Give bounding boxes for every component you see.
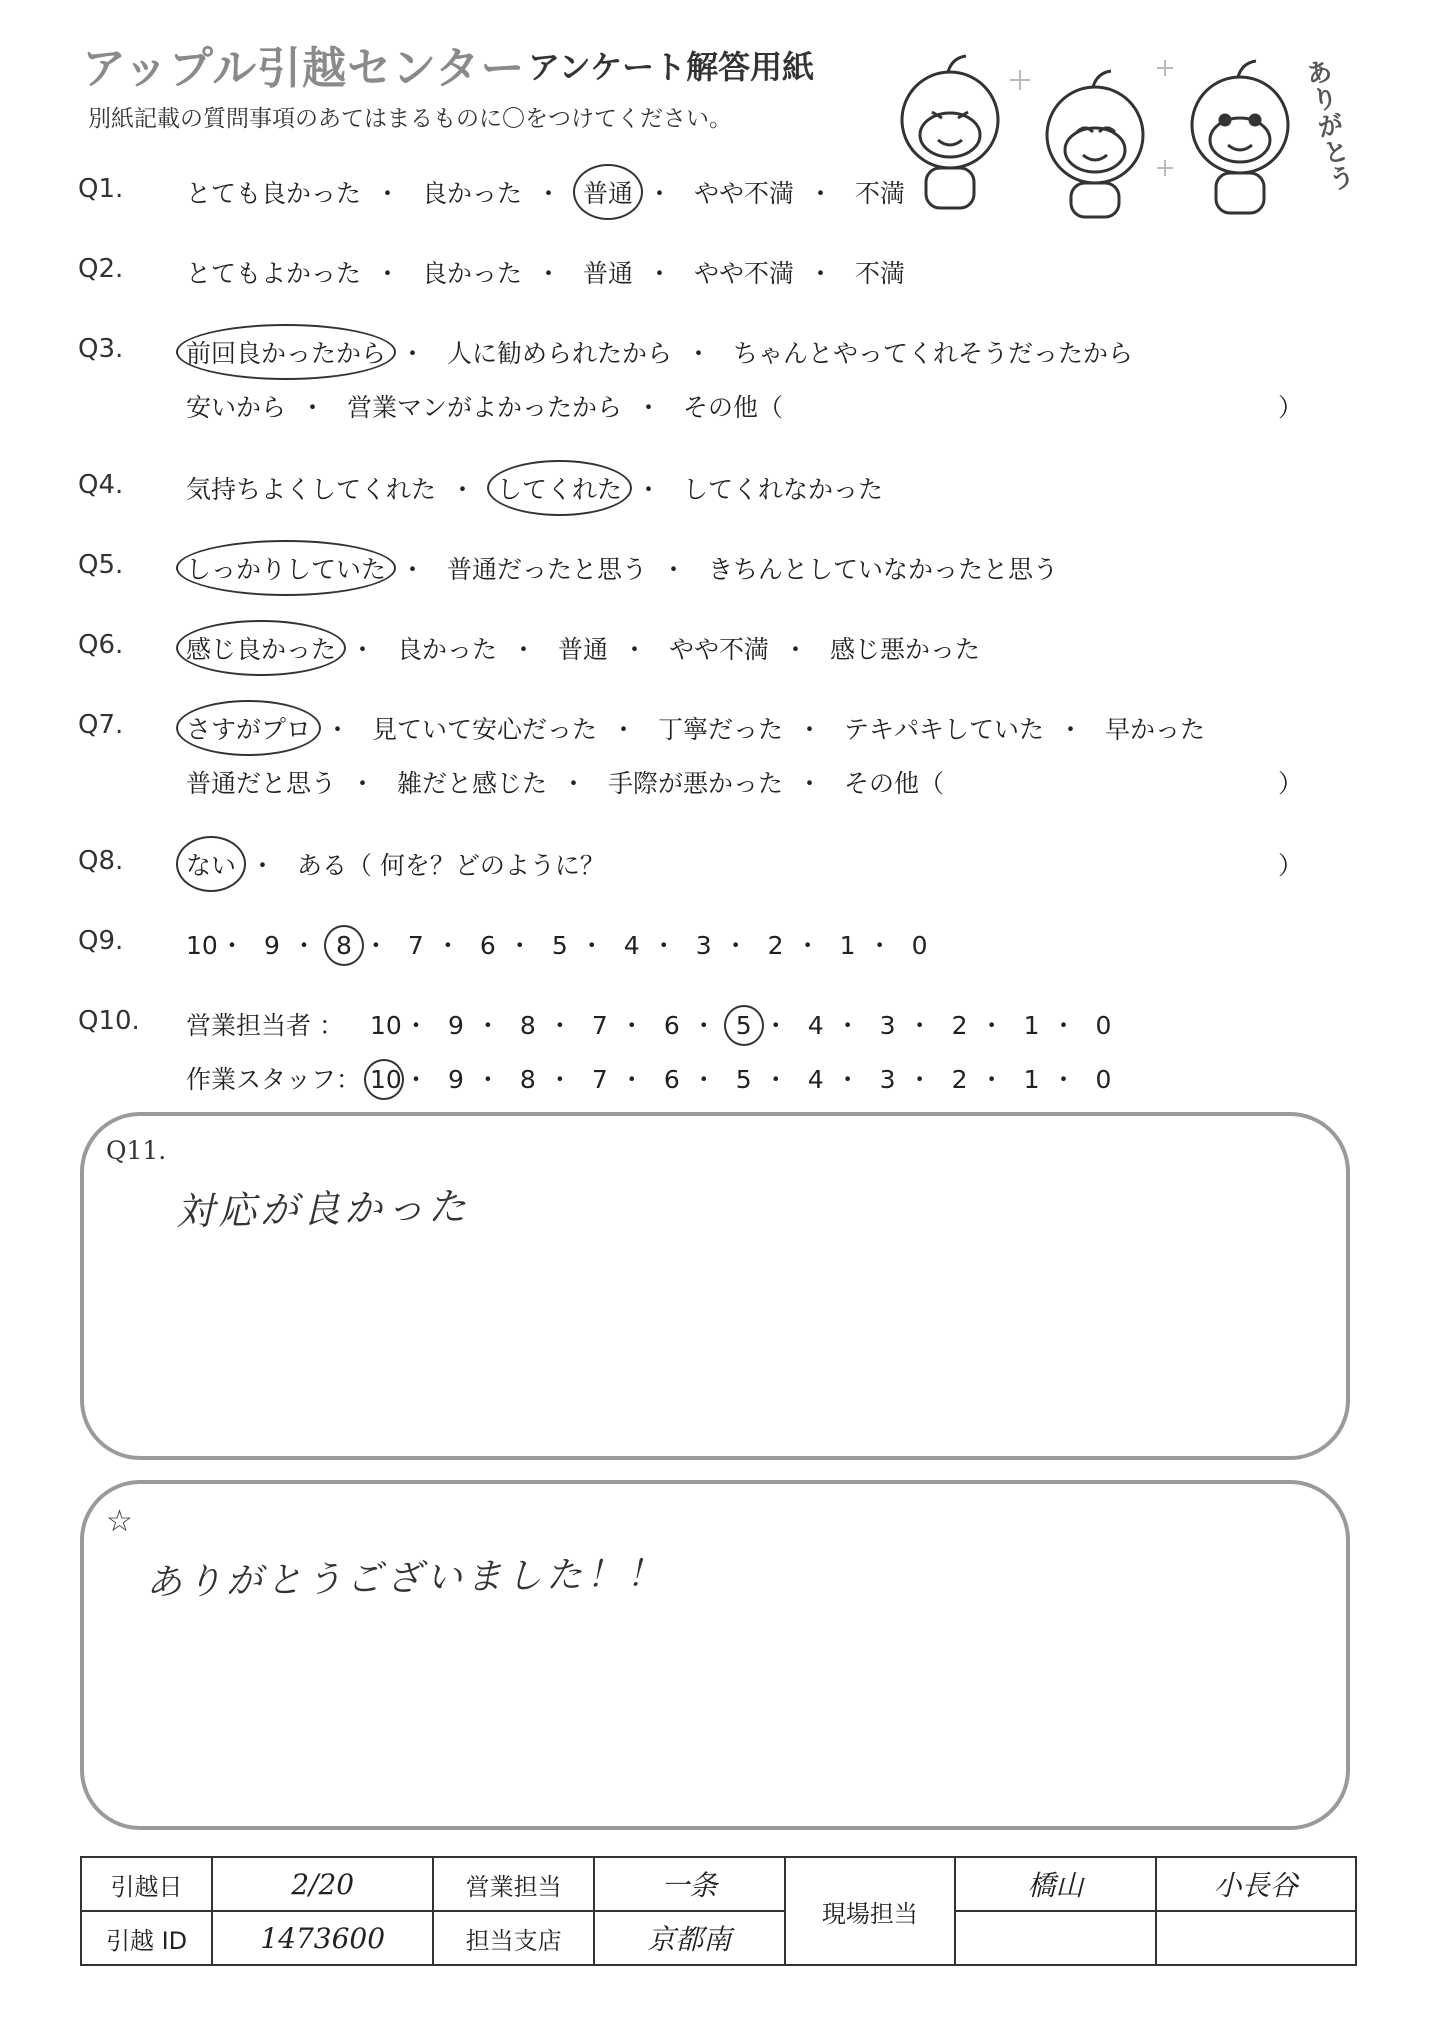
move-id-value[interactable]: 1473600 [212,1911,433,1965]
q9-score[interactable]: 6 [479,931,496,960]
q7-option[interactable]: 丁寧だった [657,715,783,744]
q9-score[interactable]: 2 [767,931,784,960]
q10-staff-score[interactable]: 3 [879,1065,896,1094]
q8-label: Q8. [78,846,124,876]
q10-sales-score-selected[interactable]: 5 [730,1011,758,1040]
q4-label: Q4. [78,470,124,500]
q10-staff-score[interactable]: 9 [447,1065,464,1094]
q5-label: Q5. [78,550,124,580]
q10-sales-score[interactable]: 9 [447,1011,464,1040]
q7-options-line1: さすがプロ ・ 見ていて安心だった ・ 丁寧だった ・ テキパキしていた ・ 早かった [186,710,1205,746]
q10-label: Q10. [78,1006,140,1036]
q10-sales-score[interactable]: 6 [663,1011,680,1040]
q7-paren-close: ） [1278,769,1304,798]
q6-label: Q6. [78,630,124,660]
q11-label: Q11. [106,1136,167,1165]
q9-score[interactable]: 0 [911,931,928,960]
q3-options-line1: 前回良かったから ・ 人に勧められたから ・ ちゃんとやってくれそうだったから [186,334,1133,370]
move-date-label: 引越日 [81,1857,212,1911]
q2-option[interactable]: 良かった [421,259,522,288]
q7-option[interactable]: テキパキしていた [843,715,1044,744]
q5-options: しっかりしていた ・ 普通だったと思う ・ きちんとしていなかったと思う [186,550,1058,586]
q1-option[interactable]: とても良かった [186,179,362,208]
q2-option[interactable]: 不満 [854,259,905,288]
sales-label: 営業担当 [433,1857,594,1911]
site-staff-empty-cell[interactable] [955,1911,1155,1965]
company-title: アップル引越センター [82,43,526,94]
q6-option[interactable]: 良かった [396,635,497,664]
form-title: アンケート解答用紙 [528,48,815,86]
q3-option-other[interactable]: その他（ [682,393,783,422]
move-info-table [80,1856,1357,1966]
q6-option[interactable]: 普通 [557,635,608,664]
q9-score-selected[interactable]: 8 [330,931,358,960]
q3-option[interactable]: 人に勧められたから [446,339,672,368]
site-staff-1[interactable]: 橋山 [955,1857,1155,1911]
comment-handwritten-answer: ありがとうございました！！ [145,1553,667,1604]
q7-option[interactable]: 手際が悪かった [607,769,783,798]
q10-sales-score[interactable]: 2 [951,1011,968,1040]
q3-label: Q3. [78,334,124,364]
q6-option-selected[interactable]: 感じ良かった [186,630,336,666]
q8-options: ない ・ ある（ 何を？どのように？ [186,846,605,882]
q7-option-selected[interactable]: さすがプロ [186,710,311,746]
q8-option[interactable]: ある（ 何を？どのように？ [296,851,605,880]
q8-option-selected[interactable]: ない [186,846,236,882]
q11-answer-box[interactable] [80,1112,1350,1460]
q2-option[interactable]: とてもよかった [186,259,362,288]
q10-sales-score[interactable]: 4 [807,1011,824,1040]
q4-option[interactable]: 気持ちよくしてくれた [186,475,437,504]
q10-staff-scale: 作業スタッフ： 10・ 9 ・ 8 ・ 7 ・ 6 ・ 5 ・ 4 ・ 3 ・ 2 ・ 1 ・ 0 [186,1060,1117,1096]
q2-options: とてもよかった ・ 良かった ・ 普通 ・ やや不満 ・ 不満 [186,259,905,288]
q7-option[interactable]: 雑だと感じた [396,769,547,798]
site-staff-label: 現場担当 [785,1857,956,1965]
q9-score[interactable]: 1 [839,931,856,960]
q7-option[interactable]: 普通だと思う [186,769,337,798]
q9-scale: 10・ 9 ・ 8 ・ 7 ・ 6 ・ 5 ・ 4 ・ 3 ・ 2 ・ 1 ・ 0 [186,926,934,962]
q3-paren-close: ） [1278,393,1304,422]
star-icon: ☆ [106,1504,133,1539]
q10-staff-score[interactable]: 4 [807,1065,824,1094]
sales-value[interactable]: 一条 [594,1857,784,1911]
q1-option-selected[interactable]: 普通 [583,174,633,210]
q9-score[interactable]: 4 [623,931,640,960]
q10-staff-score[interactable]: 2 [951,1065,968,1094]
q10-staff-score-selected[interactable]: 10 [369,1065,402,1094]
q10-staff-label: 作業スタッフ： [186,1065,362,1094]
q10-staff-score[interactable]: 5 [735,1065,752,1094]
q3-option-selected[interactable]: 前回良かったから [186,334,386,370]
q7-option[interactable]: 早かった [1104,715,1205,744]
q8-paren-close: ） [1278,851,1304,880]
q11-handwritten-answer: 対応が良かった [175,1184,471,1234]
q9-label: Q9. [78,926,124,956]
q9-score[interactable]: 3 [695,931,712,960]
q4-option[interactable]: してくれなかった [682,475,883,504]
q7-label: Q7. [78,710,124,740]
q5-option[interactable]: きちんとしていなかったと思う [707,555,1058,584]
q10-sales-label: 営業担当者 ： [186,1011,344,1040]
q10-staff-score[interactable]: 8 [519,1065,536,1094]
q9-score[interactable]: 5 [551,931,568,960]
q10-staff-score[interactable]: 1 [1023,1065,1040,1094]
q5-option[interactable]: 普通だったと思う [446,555,647,584]
q4-options: 気持ちよくしてくれた ・ してくれた ・ してくれなかった [186,470,883,506]
q6-option[interactable]: 感じ悪かった [829,635,980,664]
mascot-caption: ありがとう [1299,56,1357,195]
q10-sales-score[interactable]: 8 [519,1011,536,1040]
q2-option[interactable]: やや不満 [693,259,794,288]
q4-option-selected[interactable]: してくれた [497,470,622,506]
q3-option[interactable]: 安いから [186,393,287,422]
mascot-illustration [880,40,1350,220]
q7-option[interactable]: 見ていて安心だった [371,715,597,744]
q5-option-selected[interactable]: しっかりしていた [186,550,386,586]
q9-score[interactable]: 10 [186,931,218,960]
q2-option[interactable]: 普通 [582,259,633,288]
q10-sales-score[interactable]: 1 [1023,1011,1040,1040]
instructions: 別紙記載の質問事項のあてはまるものに〇をつけてください。 [88,106,732,132]
q1-option[interactable]: 良かった [421,179,522,208]
branch-value[interactable]: 京都南 [594,1911,784,1965]
q7-option-other[interactable]: その他（ [843,769,944,798]
q3-option[interactable]: ちゃんとやってくれそうだったから [732,339,1133,368]
q3-option[interactable]: 営業マンがよかったから [346,393,622,422]
mascot-2-icon [1047,71,1143,217]
q1-option[interactable]: やや不満 [693,179,794,208]
move-date-value[interactable]: 2/20 [212,1857,433,1911]
q1-options: とても良かった ・ 良かった ・ 普通 ・ やや不満 ・ 不満 [186,174,905,210]
table-row [81,1911,1356,1965]
q10-sales-score[interactable]: 3 [879,1011,896,1040]
q2-label: Q2. [78,254,124,284]
q9-score[interactable]: 7 [407,931,424,960]
site-staff-2[interactable]: 小長谷 [1156,1857,1356,1911]
q6-options: 感じ良かった ・ 良かった ・ 普通 ・ やや不満 ・ 感じ悪かった [186,630,980,666]
site-staff-empty-cell[interactable] [1156,1911,1356,1965]
q10-sales-scale: 営業担当者 ： 10・ 9 ・ 8 ・ 7 ・ 6 ・ 5 ・ 4 ・ 3 ・ 2 ・ 1 ・ 0 [186,1006,1117,1042]
q10-sales-score[interactable]: 10 [369,1011,402,1040]
table-row [81,1857,1356,1911]
q1-option[interactable]: 不満 [854,179,905,208]
q10-staff-score[interactable]: 7 [591,1065,608,1094]
q10-sales-score[interactable]: 0 [1095,1011,1112,1040]
q3-options-line2: 安いから ・ 営業マンがよかったから ・ その他（ [186,393,783,422]
q10-sales-score[interactable]: 7 [591,1011,608,1040]
branch-label: 担当支店 [433,1911,594,1965]
q10-staff-score[interactable]: 6 [663,1065,680,1094]
q9-score[interactable]: 9 [264,931,280,960]
comment-box[interactable] [80,1480,1350,1830]
q7-options-line2: 普通だと思う ・ 雑だと感じた ・ 手際が悪かった ・ その他（ [186,769,944,798]
q10-staff-score[interactable]: 0 [1095,1065,1112,1094]
q1-label: Q1. [78,174,124,204]
mascot-1-icon [902,56,998,208]
move-id-label: 引越 ID [81,1911,212,1965]
mascot-3-icon [1192,61,1288,213]
q6-option[interactable]: やや不満 [668,635,769,664]
